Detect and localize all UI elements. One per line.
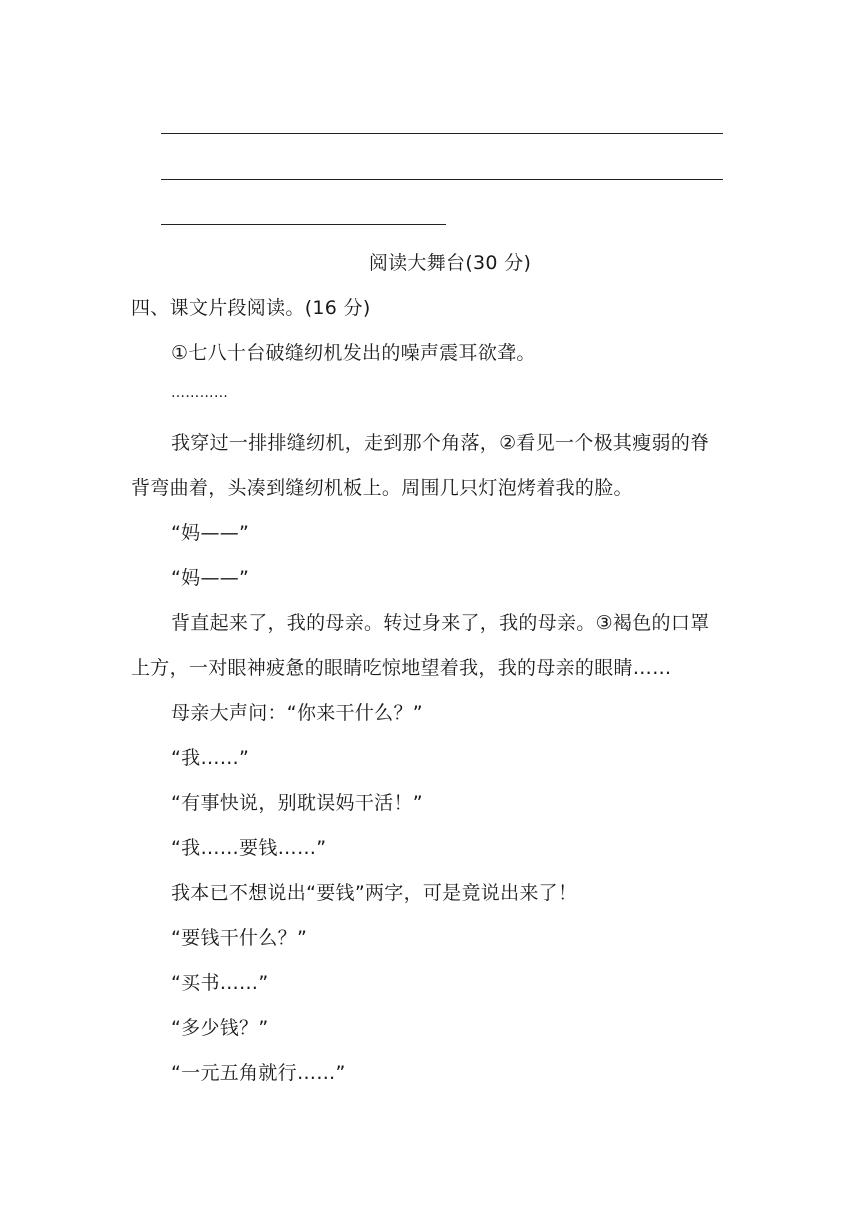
passage-dialogue: “有事快说，别耽误妈干活！” — [171, 792, 423, 814]
passage-ellipsis: ………… — [171, 385, 229, 401]
passage-dialogue: “一元五角就行……” — [171, 1062, 346, 1084]
passage-paragraph-continued: 上方，一对眼神疲惫的眼睛吃惊地望着我，我的母亲的眼睛…… — [131, 657, 672, 679]
passage-paragraph-continued: 背弯曲着，头凑到缝纫机板上。周围几只灯泡烤着我的脸。 — [131, 477, 633, 499]
section-title: 阅读大舞台(30 分) — [368, 252, 532, 274]
passage-dialogue: 母亲大声问：“你来干什么？” — [171, 702, 423, 724]
passage-paragraph: 我穿过一排排缝纫机，走到那个角落，②看见一个极其瘦弱的脊 — [171, 432, 710, 454]
passage-dialogue: “多少钱？” — [171, 1017, 269, 1039]
passage-dialogue: “妈——” — [171, 567, 250, 589]
passage-dialogue: “我……” — [171, 747, 250, 769]
passage-dialogue: “买书……” — [171, 972, 269, 994]
passage-paragraph: 我本已不想说出“要钱”两字，可是竟说出来了！ — [171, 882, 578, 904]
question-heading: 四、课文片段阅读。(16 分) — [131, 297, 371, 319]
passage-dialogue: “我……要钱……” — [171, 837, 327, 859]
answer-line-1 — [161, 133, 723, 134]
passage-dialogue: “要钱干什么？” — [171, 927, 308, 949]
passage-paragraph: 背直起来了，我的母亲。转过身来了，我的母亲。③褐色的口罩 — [171, 612, 710, 634]
answer-line-3 — [161, 224, 446, 225]
passage-dialogue: “妈——” — [171, 522, 250, 544]
answer-line-2 — [161, 179, 723, 180]
passage-paragraph: ①七八十台破缝纫机发出的噪声震耳欲聋。 — [171, 342, 536, 364]
